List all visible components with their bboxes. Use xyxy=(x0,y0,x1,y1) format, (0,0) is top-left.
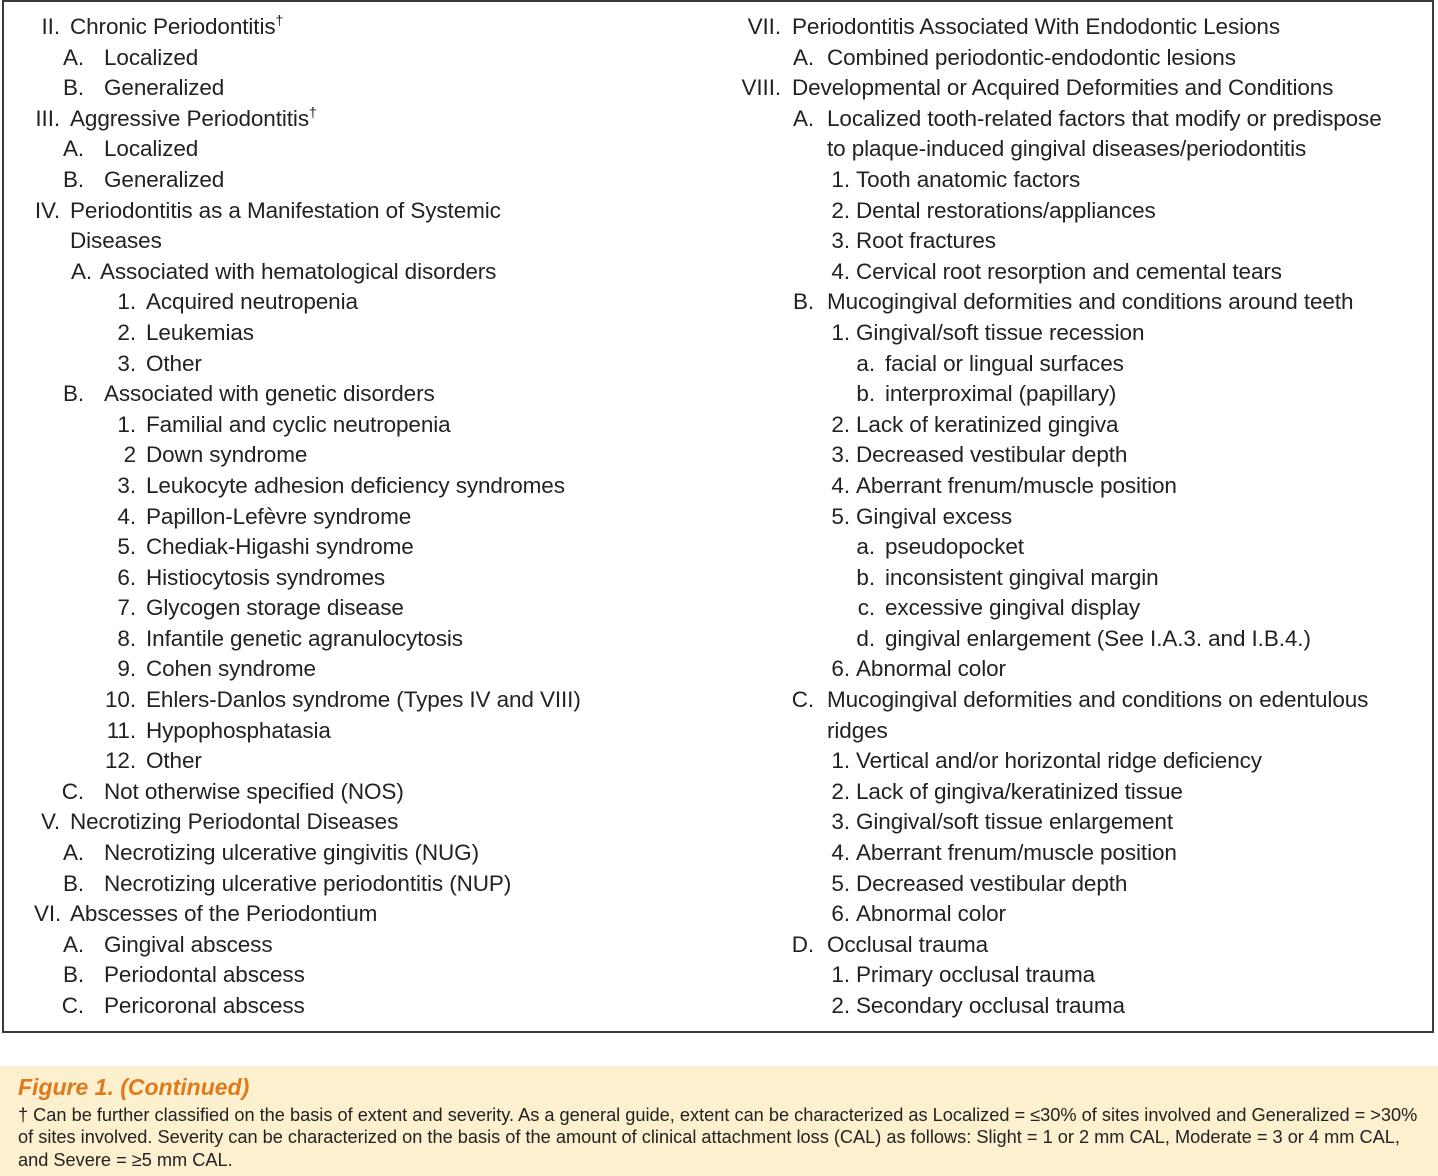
outline-item xyxy=(34,73,714,104)
outline-item-number: C. xyxy=(61,778,84,804)
outline-item xyxy=(34,134,714,165)
outline-item-text xyxy=(856,991,1125,1022)
outline-item xyxy=(34,930,714,961)
outline-item-number: 9. xyxy=(117,656,136,682)
outline-item-label: Glycogen storage disease xyxy=(146,595,404,621)
outline-item xyxy=(740,624,1420,655)
outline-item-number: 4. xyxy=(831,840,850,866)
outline-item-number: 3. xyxy=(831,442,850,468)
outline-item-text xyxy=(100,257,496,288)
outline-item xyxy=(740,777,1420,808)
outline-item-text xyxy=(856,838,1177,869)
outline-item-label: Primary occlusal trauma xyxy=(856,962,1096,988)
outline-item-text xyxy=(856,440,1127,471)
outline-item xyxy=(740,73,1420,104)
outline-item-number: a. xyxy=(856,350,875,376)
caption-title: Figure 1. (Continued) xyxy=(18,1074,250,1100)
outline-item-text xyxy=(856,899,1006,930)
outline-item-text xyxy=(856,471,1177,502)
outline-item-label: Gingival abscess xyxy=(104,931,273,957)
outline-item xyxy=(34,532,714,563)
outline-item-number: B. xyxy=(62,962,84,988)
outline-item-label: Gingival excess xyxy=(856,503,1013,529)
outline-item-label: ridges xyxy=(827,717,888,743)
outline-item-label: Pericoronal abscess xyxy=(104,993,305,1018)
outline-item-number: 2. xyxy=(831,778,850,804)
outline-item-label: Decreased vestibular depth xyxy=(856,870,1128,896)
outline-item-number: 2. xyxy=(831,993,850,1018)
dagger-footnote-marker: † xyxy=(275,12,284,28)
outline-item-number: c. xyxy=(857,595,875,621)
outline-item-label: Periodontal abscess xyxy=(104,962,305,988)
outline-item-number: B. xyxy=(62,870,84,896)
outline-item-label: Periodontitis as a Manifestation of Systemic xyxy=(70,197,501,223)
outline-item-text xyxy=(104,134,198,165)
outline-item-text xyxy=(856,777,1183,808)
outline-item xyxy=(740,318,1420,349)
outline-item-label: Down syndrome xyxy=(146,442,308,468)
outline-item-number: VI. xyxy=(34,901,62,927)
outline-item-number: V. xyxy=(41,809,60,835)
outline-item xyxy=(34,746,714,777)
outline-item-text xyxy=(146,287,358,318)
outline-item-text xyxy=(70,899,377,930)
outline-item-number: 1. xyxy=(831,319,850,345)
outline-item-number: 6. xyxy=(831,656,850,682)
outline-item xyxy=(34,624,714,655)
outline-item-number: A. xyxy=(792,44,814,70)
outline-item-number: 2. xyxy=(117,319,136,345)
outline-item-label: Gingival/soft tissue recession xyxy=(856,319,1145,345)
outline-item-text xyxy=(856,196,1156,227)
outline-item-number: 11. xyxy=(106,717,136,743)
outline-item-text xyxy=(856,165,1080,196)
outline-item xyxy=(34,257,714,288)
outline-item-text xyxy=(827,43,1236,74)
outline-item xyxy=(34,104,714,135)
outline-item-label: Necrotizing ulcerative gingivitis (NUG) xyxy=(104,840,479,866)
outline-item-text xyxy=(856,410,1118,441)
outline-item xyxy=(740,226,1420,257)
outline-item-number: 3. xyxy=(117,472,136,498)
outline-item-number: 3. xyxy=(831,228,850,254)
outline-item-label: Hypophosphatasia xyxy=(146,717,331,743)
figure-caption xyxy=(0,1066,1438,1176)
outline-item xyxy=(34,502,714,533)
outline-item xyxy=(34,287,714,318)
outline-item-number: 6. xyxy=(117,564,136,590)
outline-item-label: Vertical and/or horizontal ridge deficiency xyxy=(856,748,1262,774)
outline-item xyxy=(740,410,1420,441)
outline-item-text xyxy=(104,379,435,410)
outline-item-text xyxy=(827,685,1368,716)
outline-item-number: IV. xyxy=(34,197,60,223)
outline-item xyxy=(740,838,1420,869)
outline-item-label: Histiocytosis syndromes xyxy=(146,564,386,590)
outline-item xyxy=(740,685,1420,716)
outline-item-label: inconsistent gingival margin xyxy=(885,564,1159,590)
outline-item-number: C. xyxy=(61,993,84,1018)
outline-item-number: III. xyxy=(35,105,60,131)
outline-item-text xyxy=(885,593,1140,624)
outline-item-text xyxy=(856,257,1282,288)
outline-item-label: Associated with genetic disorders xyxy=(104,381,435,407)
outline-item-label: Cervical root resorption and cemental tears xyxy=(856,258,1282,284)
outline-item xyxy=(34,685,714,716)
outline-item-text xyxy=(827,716,888,747)
outline-item-text xyxy=(70,104,317,135)
outline-item-number: 7. xyxy=(117,595,136,621)
outline-item-number: 5. xyxy=(117,534,136,560)
outline-item-text xyxy=(146,349,202,380)
outline-item-text xyxy=(70,226,162,257)
outline-item xyxy=(740,899,1420,930)
outline-item-number: 1. xyxy=(117,289,136,315)
outline-item xyxy=(740,43,1420,74)
outline-item xyxy=(34,654,714,685)
outline-item-text xyxy=(885,379,1116,410)
outline-item-label: Leukemias xyxy=(146,319,254,345)
outline-item-text xyxy=(856,318,1144,349)
outline-item-label: Lack of gingiva/keratinized tissue xyxy=(856,778,1183,804)
outline-item-label: Gingival/soft tissue enlargement xyxy=(856,809,1173,835)
outline-item-text xyxy=(146,716,331,747)
outline-item-text xyxy=(104,165,224,196)
outline-item-label: Occlusal trauma xyxy=(827,931,989,957)
outline-item-number: 5. xyxy=(831,503,850,529)
outline-item-number: 8. xyxy=(117,625,136,651)
outline-item-text xyxy=(885,563,1159,594)
outline-item-number: 1. xyxy=(117,411,136,437)
outline-item-label: facial or lingual surfaces xyxy=(885,350,1124,376)
outline-item-number: A. xyxy=(62,136,84,162)
outline-item-number: d. xyxy=(856,625,875,651)
outline-item-text xyxy=(104,777,404,808)
outline-item-label: excessive gingival display xyxy=(885,595,1141,621)
outline-item-label: Lack of keratinized gingiva xyxy=(856,411,1119,437)
outline-item-text xyxy=(856,869,1127,900)
outline-item-number: 6. xyxy=(831,901,850,927)
outline-item-number: 2. xyxy=(831,197,850,223)
outline-item xyxy=(740,930,1420,961)
outline-item-label: Dental restorations/appliances xyxy=(856,197,1156,223)
outline-item-text xyxy=(885,349,1124,380)
outline-item xyxy=(34,471,714,502)
outline-item-label: to plaque-induced gingival diseases/periodontitis xyxy=(827,136,1307,162)
outline-item-number: A. xyxy=(62,931,84,957)
outline-item-label: Aberrant frenum/muscle position xyxy=(856,472,1177,498)
outline-item-number: a. xyxy=(856,534,875,560)
outline-item-text xyxy=(146,624,463,655)
outline-item-label: Infantile genetic agranulocytosis xyxy=(146,625,463,651)
outline-item-text xyxy=(827,930,988,961)
outline-item-text xyxy=(792,12,1280,43)
outline-item xyxy=(740,165,1420,196)
outline-item-number: b. xyxy=(856,381,875,407)
outline-item-text xyxy=(146,410,451,441)
outline-item xyxy=(740,532,1420,563)
outline-item xyxy=(34,716,714,747)
outline-item-text xyxy=(856,654,1006,685)
outline-item xyxy=(34,991,714,1022)
outline-item-label: Developmental or Acquired Deformities and Conditions xyxy=(792,75,1334,101)
outline-item-text xyxy=(146,440,307,471)
outline-item-number: A. xyxy=(62,840,84,866)
outline-item-label: Cohen syndrome xyxy=(146,656,316,682)
outline-item-number: 2. xyxy=(831,411,850,437)
outline-item xyxy=(740,379,1420,410)
outline-item-text xyxy=(856,746,1262,777)
outline-item-number: VIII. xyxy=(741,75,781,101)
outline-item xyxy=(740,12,1420,43)
outline-item-label: Localized xyxy=(104,44,199,70)
outline-item-number: 12. xyxy=(105,748,136,774)
outline-item-text xyxy=(70,12,283,43)
outline-item-text xyxy=(856,960,1095,991)
outline-item xyxy=(34,777,714,808)
outline-item xyxy=(34,563,714,594)
outline-item-number: 4. xyxy=(831,472,850,498)
outline-item-text xyxy=(827,104,1382,135)
outline-item-label: Associated with hematological disorders xyxy=(100,258,497,284)
right-column xyxy=(740,12,1420,1022)
caption-footnote: † Can be further classified on the basis of extent and severity. As a general guide, extent can be characterized as Localized = ≤30% of sites involved and Generalized = >30% of sites involved. Severity can be characterized on the basis of the amount of clinical attachment loss (CAL) as follows: Slight = 1 or 2 mm CAL, Moderate = 3 or 4 mm CAL, and Severe = ≥5 mm CAL. xyxy=(18,1105,1418,1170)
outline-item-number: B. xyxy=(62,166,84,192)
outline-item-text xyxy=(792,73,1333,104)
outline-item-text xyxy=(104,960,305,991)
outline-item xyxy=(740,807,1420,838)
outline-item xyxy=(740,746,1420,777)
outline-item-text xyxy=(70,196,501,227)
outline-item-label: Acquired neutropenia xyxy=(146,289,358,315)
outline-item-number: A. xyxy=(62,44,84,70)
outline-item-text xyxy=(104,869,511,900)
outline-item xyxy=(34,349,714,380)
outline-item-text xyxy=(885,532,1024,563)
outline-item-text xyxy=(827,134,1306,165)
outline-item-text xyxy=(146,746,202,777)
outline-item-label: Decreased vestibular depth xyxy=(856,442,1128,468)
outline-item xyxy=(34,318,714,349)
outline-item-text xyxy=(104,930,272,961)
outline-item-label: Abscesses of the Periodontium xyxy=(70,901,378,927)
outline-item-text xyxy=(146,593,404,624)
outline-item-label: Mucogingival deformities and conditions around teeth xyxy=(827,289,1354,315)
outline-item xyxy=(740,104,1420,135)
outline-item-number: 10. xyxy=(105,687,136,713)
outline-item-number: A. xyxy=(792,105,814,131)
outline-item-number: 5. xyxy=(831,870,850,896)
outline-item-text xyxy=(146,318,254,349)
outline-item-text xyxy=(104,73,224,104)
outline-item-text xyxy=(146,563,385,594)
outline-item-text xyxy=(146,685,581,716)
outline-item xyxy=(740,991,1420,1022)
outline-item xyxy=(34,12,714,43)
outline-item-text xyxy=(104,43,198,74)
outline-item xyxy=(740,654,1420,685)
outline-item-text xyxy=(70,807,398,838)
outline-item-label: Papillon-Lefèvre syndrome xyxy=(146,503,412,529)
outline-item-number: 4. xyxy=(831,258,850,284)
outline-item xyxy=(740,134,1420,165)
outline-item-text xyxy=(856,226,996,257)
outline-item-label: Aberrant frenum/muscle position xyxy=(856,840,1177,866)
outline-item-label: Abnormal color xyxy=(856,656,1006,682)
outline-item-label: Tooth anatomic factors xyxy=(856,166,1081,192)
outline-item-text xyxy=(146,502,411,533)
outline-item-label: Secondary occlusal trauma xyxy=(856,993,1125,1018)
outline-item xyxy=(740,287,1420,318)
outline-item-label: Combined periodontic-endodontic lesions xyxy=(827,44,1236,70)
classification-outline-box xyxy=(2,0,1434,1033)
outline-item xyxy=(34,410,714,441)
outline-item-text xyxy=(856,807,1173,838)
outline-item xyxy=(34,593,714,624)
outline-item-label: Mucogingival deformities and conditions on edentulous xyxy=(827,687,1369,713)
outline-item-number: II. xyxy=(41,14,60,39)
outline-item-number: B. xyxy=(62,75,84,101)
outline-item xyxy=(740,869,1420,900)
outline-item-number: 3. xyxy=(117,350,136,376)
outline-item xyxy=(740,563,1420,594)
outline-item-number: 3. xyxy=(831,809,850,835)
outline-item-text xyxy=(104,991,305,1022)
outline-item-label: pseudopocket xyxy=(885,534,1024,560)
outline-item xyxy=(740,502,1420,533)
outline-item-label: Aggressive Periodontitis xyxy=(70,105,309,131)
outline-item-number: 4. xyxy=(117,503,136,529)
outline-item xyxy=(34,869,714,900)
outline-item-label: Leukocyte adhesion deficiency syndromes xyxy=(146,472,565,498)
outline-item-text xyxy=(856,502,1012,533)
outline-item-number: D. xyxy=(791,931,814,957)
outline-item xyxy=(740,440,1420,471)
outline-item-label: Localized xyxy=(104,136,199,162)
outline-item xyxy=(34,165,714,196)
outline-item xyxy=(740,960,1420,991)
outline-item xyxy=(34,960,714,991)
outline-item-text xyxy=(885,624,1311,655)
outline-item xyxy=(34,838,714,869)
outline-item xyxy=(34,899,714,930)
outline-item xyxy=(34,43,714,74)
outline-item-text xyxy=(146,532,414,563)
outline-item-number: b. xyxy=(856,564,875,590)
outline-item xyxy=(34,440,714,471)
outline-item xyxy=(34,226,714,257)
outline-item-number: A. xyxy=(70,258,92,284)
outline-item xyxy=(34,379,714,410)
outline-item xyxy=(740,257,1420,288)
outline-item-number: 1. xyxy=(831,166,850,192)
outline-item-label: Abnormal color xyxy=(856,901,1006,927)
outline-item xyxy=(740,716,1420,747)
outline-item-number: B. xyxy=(792,289,814,315)
outline-item-text xyxy=(104,838,479,869)
left-column xyxy=(34,12,714,1022)
outline-item-number: B. xyxy=(62,381,84,407)
outline-item xyxy=(34,196,714,227)
outline-item-number: C. xyxy=(791,687,814,713)
outline-item-number: VII. xyxy=(747,14,781,39)
outline-item-label: Generalized xyxy=(104,166,225,192)
outline-item-label: Diseases xyxy=(70,228,162,254)
outline-item-label: Not otherwise specified (NOS) xyxy=(104,778,404,804)
outline-item-label: Necrotizing Periodontal Diseases xyxy=(70,809,399,835)
outline-item xyxy=(740,593,1420,624)
dagger-footnote-marker: † xyxy=(308,103,317,120)
outline-item-label: Chronic Periodontitis xyxy=(70,14,276,39)
outline-item-label: gingival enlargement (See I.A.3. and I.B.4.) xyxy=(885,625,1311,651)
outline-item xyxy=(740,196,1420,227)
outline-item-label: Localized tooth-related factors that modify or predispose xyxy=(827,105,1382,131)
outline-item-label: Familial and cyclic neutropenia xyxy=(146,411,451,437)
outline-item-label: Other xyxy=(146,350,202,376)
outline-item-number: 1. xyxy=(831,962,850,988)
outline-item-label: Other xyxy=(146,748,202,774)
outline-item-text xyxy=(146,471,565,502)
outline-item-text xyxy=(146,654,316,685)
outline-item-label: Ehlers-Danlos syndrome (Types IV and VIII) xyxy=(146,687,581,713)
outline-item-label: Periodontitis Associated With Endodontic Lesions xyxy=(792,14,1280,39)
outline-item-label: interproximal (papillary) xyxy=(885,381,1117,407)
outline-item-label: Chediak-Higashi syndrome xyxy=(146,534,414,560)
outline-item xyxy=(34,807,714,838)
outline-item-label: Root fractures xyxy=(856,228,996,254)
outline-item-label: Generalized xyxy=(104,75,225,101)
outline-item xyxy=(740,471,1420,502)
outline-item-number: 1. xyxy=(831,748,850,774)
outline-item-text xyxy=(827,287,1353,318)
outline-item-number: 2 xyxy=(123,442,136,468)
outline-item xyxy=(740,349,1420,380)
outline-item-label: Necrotizing ulcerative periodontitis (NUP) xyxy=(104,870,512,896)
